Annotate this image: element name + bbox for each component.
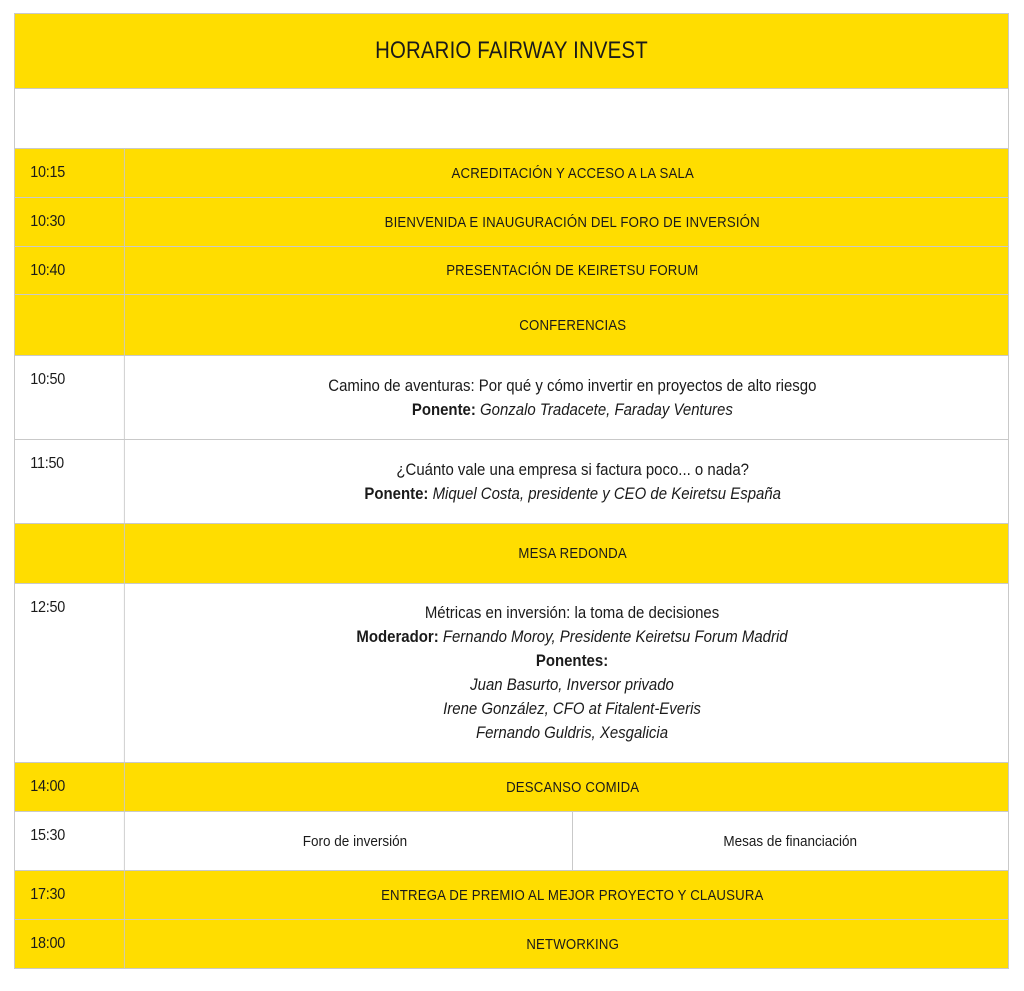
section-header <box>137 524 1008 583</box>
panel-cell <box>137 584 1008 762</box>
time-cell: 18:00 <box>15 920 125 968</box>
time-cell: 10:30 <box>15 198 125 246</box>
row-networking <box>14 920 1009 969</box>
schedule-title: HORARIO FAIRWAY INVEST <box>375 37 648 64</box>
talk-cell <box>137 440 1008 523</box>
talk-cell <box>137 356 1008 439</box>
row-conferencias <box>14 295 1009 356</box>
panel-title: Métricas en inversión: la toma de decisiones <box>425 603 720 622</box>
spacer-row <box>14 89 1009 149</box>
event-cell <box>137 247 1008 294</box>
schedule-table <box>14 13 1009 969</box>
row-acreditacion <box>14 149 1009 198</box>
talk-title: Camino de aventuras: Por qué y cómo invertir en proyectos de alto riesgo <box>328 375 817 395</box>
event-label: NETWORKING <box>526 935 619 953</box>
talk-speaker: Miquel Costa, presidente y CEO de Keiretsu España <box>432 483 781 503</box>
event-cell <box>137 920 1008 968</box>
time-cell <box>15 524 125 583</box>
row-talk2 <box>14 440 1009 524</box>
time-cell: 17:30 <box>15 871 125 919</box>
event-label: BIENVENIDA E INAUGURACIÓN DEL FORO DE INVERSIÓN <box>384 213 761 231</box>
mesas-financiacion-cell: Mesas de financiación <box>572 812 1008 870</box>
talk-speaker-line: Ponente: Miquel Costa, presidente y CEO de Keiretsu España <box>364 483 781 503</box>
row-premio <box>14 871 1009 920</box>
section-header <box>137 295 1008 355</box>
event-label: DESCANSO COMIDA <box>505 778 640 796</box>
row-keiretsu <box>14 247 1009 295</box>
panelist: Irene González, CFO at Fitalent-Everis <box>443 699 702 718</box>
time-cell: 10:40 <box>15 247 125 294</box>
time-cell: 12:50 <box>15 584 125 762</box>
section-label: MESA REDONDA <box>518 545 627 562</box>
time-cell <box>15 295 125 355</box>
row-mesa-redonda <box>14 524 1009 584</box>
event-cell <box>137 871 1008 919</box>
event-label: ENTREGA DE PREMIO AL MEJOR PROYECTO Y CLAUSURA <box>381 886 764 904</box>
event-label: ACREDITACIÓN Y ACCESO A LA SALA <box>451 164 694 182</box>
row-bienvenida <box>14 198 1009 247</box>
talk-speaker: Gonzalo Tradacete, Faraday Ventures <box>480 399 733 419</box>
row-talk1 <box>14 356 1009 440</box>
panelist: Juan Basurto, Inversor privado <box>470 675 675 694</box>
panel-moderator-line: Moderador: Fernando Moroy, Presidente Keiretsu Forum Madrid <box>356 627 789 646</box>
foro-inversion-cell: Foro de inversión <box>302 832 407 850</box>
talk-title: ¿Cuánto vale una empresa si factura poco... o nada? <box>396 459 749 479</box>
event-cell <box>137 198 1008 246</box>
time-cell: 15:30 <box>15 812 125 870</box>
event-cell <box>137 149 1008 197</box>
talk-speaker-line: Ponente: Gonzalo Tradacete, Faraday Ventures <box>412 399 733 419</box>
time-cell: 14:00 <box>15 763 125 811</box>
panel-moderator: Fernando Moroy, Presidente Keiretsu Forum Madrid <box>443 627 789 646</box>
schedule-title-row <box>14 13 1009 89</box>
row-panel <box>14 584 1009 763</box>
section-label: CONFERENCIAS <box>518 316 627 334</box>
panelist: Fernando Guldris, Xesgalicia <box>476 723 669 742</box>
time-cell: 11:50 <box>15 440 125 523</box>
row-comida <box>14 763 1009 812</box>
event-cell <box>137 763 1008 811</box>
row-split <box>14 812 1009 871</box>
event-label: PRESENTACIÓN DE KEIRETSU FORUM <box>446 262 699 279</box>
time-cell: 10:15 <box>15 149 125 197</box>
time-cell: 10:50 <box>15 356 125 439</box>
panelists-label: Ponentes: <box>536 651 609 670</box>
